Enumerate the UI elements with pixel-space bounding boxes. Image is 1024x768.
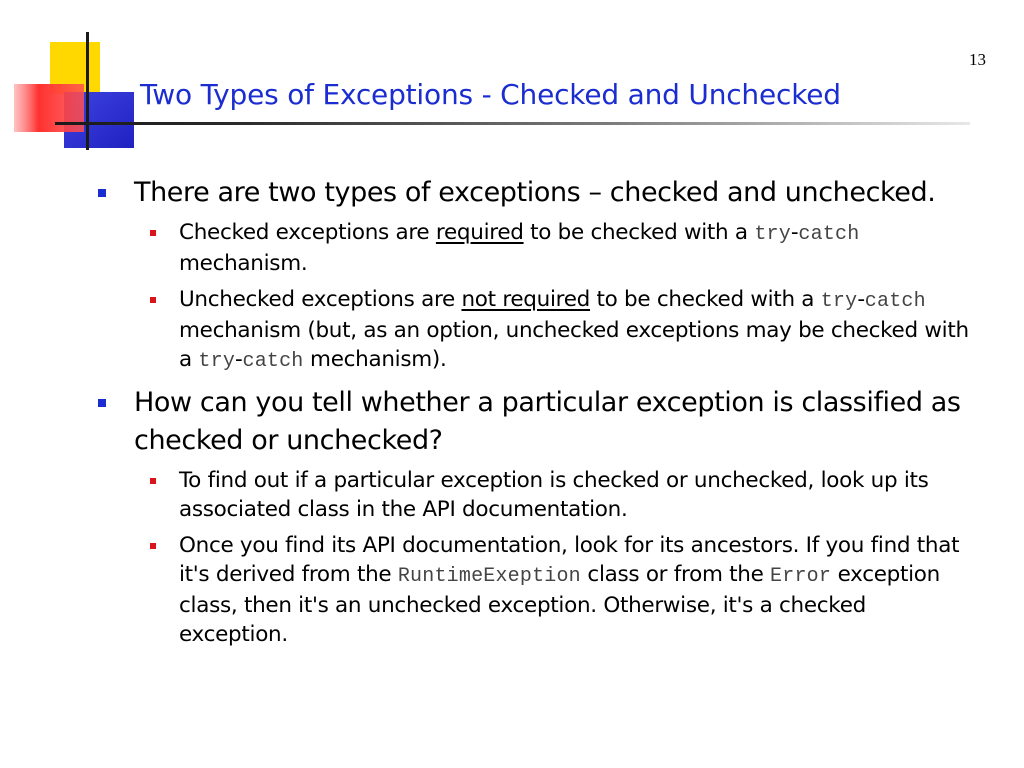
hyphen-text: - [857, 287, 865, 312]
bullet-text: There are two types of exceptions – checked and unchecked. [134, 177, 936, 208]
code-keyword: catch [864, 290, 926, 313]
sub-bullet-item [134, 285, 976, 376]
square-bullet-icon [150, 478, 156, 484]
code-keyword: try [754, 223, 791, 246]
title-divider [55, 122, 970, 125]
slide-content [96, 174, 976, 657]
code-keyword: try [198, 350, 236, 373]
sub-bullet-text: exception class, then it's an unchecked exception. Otherwise, it's a checked exception. [179, 562, 940, 647]
square-bullet-icon [98, 399, 106, 407]
sub-bullet-text: Checked exceptions are [179, 220, 436, 245]
sub-bullet-list [134, 218, 976, 376]
sub-bullet-text: Unchecked exceptions are [179, 287, 462, 312]
square-bullet-icon [150, 543, 156, 549]
sub-bullet-text: to be checked with a [523, 220, 755, 245]
sub-bullet-item [134, 531, 976, 649]
sub-bullet-text: Once you find its API documentation, look for its ancestors. If you find that it's derived from the [179, 533, 960, 587]
square-bullet-icon [98, 189, 106, 197]
hyphen-text: - [790, 220, 799, 245]
bullet-item [96, 174, 976, 212]
sub-bullet-text: class or from the [580, 562, 771, 587]
sub-bullet-list [134, 466, 976, 649]
code-keyword: catch [798, 223, 860, 246]
slide-logo-graphic [0, 0, 140, 160]
emphasis-text: not required [461, 287, 590, 312]
sub-bullet-text: mechanism). [303, 347, 447, 372]
sub-bullet-text: mechanism (but, as an option, unchecked exceptions may be checked with a [179, 318, 969, 372]
sub-bullet-text: mechanism. [179, 251, 308, 276]
code-keyword: catch [242, 350, 304, 373]
bullet-text: How can you tell whether a particular exception is classified as checked or unchecked? [134, 387, 961, 456]
sub-bullet-item [134, 218, 976, 278]
emphasis-text: required [435, 220, 524, 245]
code-keyword: try [820, 290, 858, 313]
slide-title: Two Types of Exceptions - Checked and Unchecked [140, 78, 841, 111]
square-bullet-icon [150, 230, 156, 236]
hyphen-text: - [235, 347, 243, 372]
code-class-name: RuntimeExeption [397, 565, 581, 588]
bullet-item [96, 384, 976, 460]
slide-number: 13 [969, 50, 986, 69]
sub-bullet-text: to be checked with a [590, 287, 821, 312]
sub-bullet-text: To find out if a particular exception is checked or unchecked, look up its associated class in the API documentation. [179, 468, 929, 522]
square-bullet-icon [150, 297, 156, 303]
sub-bullet-item [134, 466, 976, 524]
code-class-name: Error [770, 565, 832, 588]
